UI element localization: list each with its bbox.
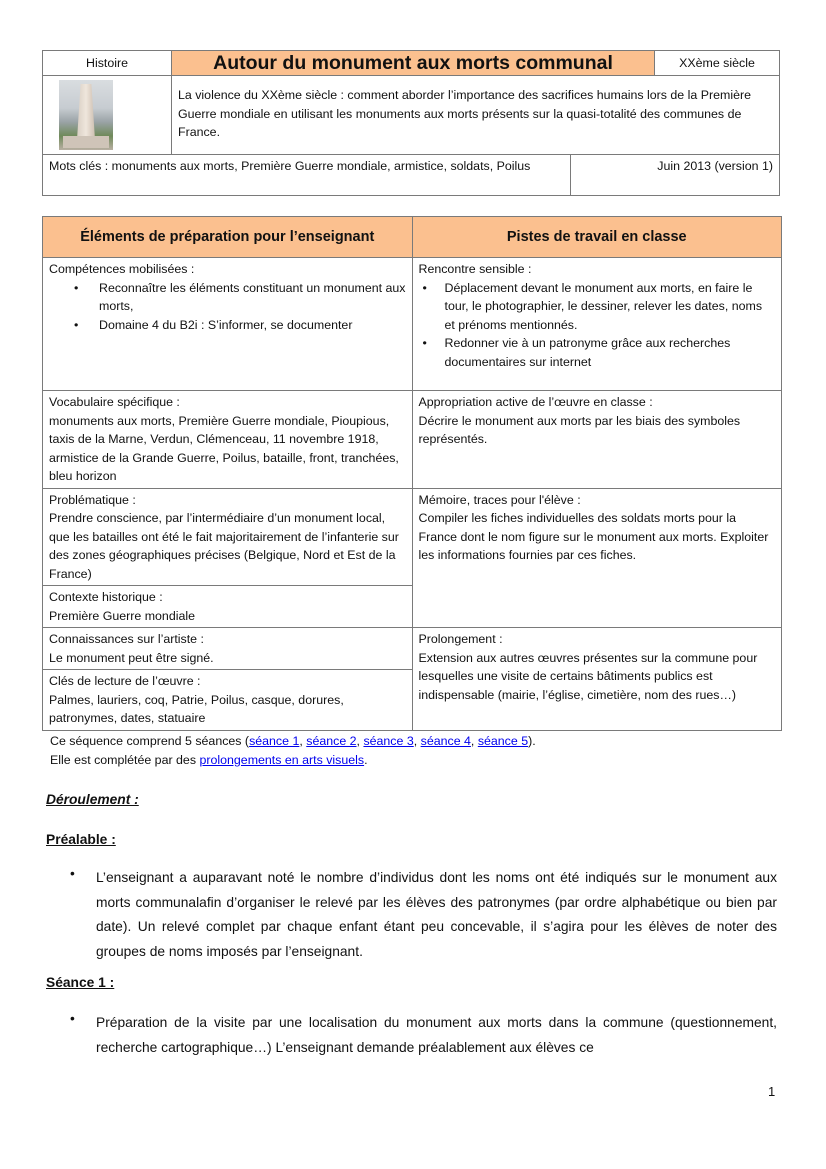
cell-cles: Clés de lecture de l’œuvre : Palmes, lauriers, coq, Patrie, Poilus, casque, dorures, patronymes, dates, statuaire: [43, 670, 413, 731]
link-seance-4[interactable]: séance 4: [420, 734, 471, 748]
preparation-table: [42, 216, 782, 731]
column-header-teacher: Éléments de préparation pour l’enseignant: [43, 217, 413, 258]
heading-seance-1: Séance 1 :: [46, 975, 115, 990]
cell-rencontre: Rencontre sensible : • Déplacement devant le monument aux morts, en faire le tour, le photographier, le dessiner, relever les dates, noms et prénoms mentionnés. • Redonner vie à un patronyme grâce aux recherches documentaires sur internet: [412, 258, 782, 391]
photo-cell: [43, 76, 172, 155]
link-seance-5[interactable]: séance 5: [477, 734, 529, 748]
document-title: Autour du monument aux morts communal: [172, 51, 655, 76]
prealable-text: L’enseignant a auparavant noté le nombre d’individus dont les noms ont été indiqués sur le monument aux morts communalafin d’organiser le relevé par les élèves des patronymes (par ordre alphabétique ou bien par date). Un relevé complet par chaque enfant étant peu concevable, il s’agira pour les élèves de noter des groupes de noms imposés par l’enseignant.: [96, 870, 777, 959]
link-seance-1[interactable]: séance 1: [249, 734, 300, 748]
monument-photo-icon: [59, 80, 113, 150]
cell-problematique: Problématique : Prendre conscience, par l’intermédiaire d’un monument local, que les batailles ont été le fait majoritairement de l’infanterie sur des zones géographiques précises (Belgique, Nord et Est de la France): [43, 488, 413, 586]
cell-vocabulaire: Vocabulaire spécifique : monuments aux morts, Première Guerre mondiale, Pioupious, taxis de la Marne, Verdun, Clémenceau, 11 novembre 1918, armistice de la Grande Guerre, Poilus, bataille, front, tranchées, bleu horizon: [43, 391, 413, 489]
list-item: • Redonner vie à un patronyme grâce aux recherches documentaires sur internet: [445, 334, 776, 371]
heading-prealable: Préalable :: [46, 832, 116, 847]
bullet-icon: •: [70, 1011, 75, 1026]
list-item: • Reconnaître les éléments constituant un monument aux morts,: [99, 279, 406, 316]
list-item: • Déplacement devant le monument aux morts, en faire le tour, le photographier, le dessiner, relever les dates, noms et prénoms mentionnés.: [445, 279, 776, 335]
link-prolongements[interactable]: prolongements en arts visuels: [199, 753, 365, 767]
cell-prolongement: Prolongement : Extension aux autres œuvres présentes sur la commune pour lesquelles une visite de certains bâtiments publics est indispensable (mairie, l’église, cimetière, nom des rues…): [412, 628, 782, 731]
cell-appropriation: Appropriation active de l’œuvre en classe : Décrire le monument aux morts par les biais des symboles représentés.: [412, 391, 782, 489]
link-seance-3[interactable]: séance 3: [363, 734, 414, 748]
cell-contexte: Contexte historique : Première Guerre mondiale: [43, 586, 413, 628]
subject-cell: Histoire: [43, 51, 172, 76]
heading-deroulement: Déroulement :: [46, 792, 139, 807]
page-number: 1: [768, 1084, 776, 1099]
cell-competences: Compétences mobilisées : • Reconnaître les éléments constituant un monument aux morts, • Domaine 4 du B2i : S’informer, se documenter: [43, 258, 413, 391]
sequence-summary: Ce séquence comprend 5 séances (séance 1, séance 2, séance 3, séance 4, séance 5). Elle est complétée par des prolongements en arts visuels.: [50, 734, 536, 767]
version-date: Juin 2013 (version 1): [570, 155, 779, 196]
description: La violence du XXème siècle : comment aborder l’importance des sacrifices humains lors de la Première Guerre mondiale en utilisant les monuments aux morts présents sur la quasi-totalité des communes de France.: [172, 76, 780, 155]
cell-artiste: Connaissances sur l’artiste : Le monument peut être signé.: [43, 628, 413, 670]
seance1-text: Préparation de la visite par une localisation du monument aux morts dans la commune (questionnement, recherche cartographique…) L’enseignant demande préalablement aux élèves ce: [96, 1015, 777, 1055]
cell-memoire: Mémoire, traces pour l'élève : Compiler les fiches individuelles des soldats morts pour la France dont le nom figure sur le monument aux morts. Exploiter les informations fournies par ces fiches.: [412, 488, 782, 628]
keywords: Mots clés : monuments aux morts, Première Guerre mondiale, armistice, soldats, Poilus: [43, 155, 571, 196]
header-table: [42, 50, 780, 196]
link-seance-2[interactable]: séance 2: [306, 734, 357, 748]
column-header-class: Pistes de travail en classe: [412, 217, 782, 258]
list-item: • Domaine 4 du B2i : S’informer, se documenter: [99, 316, 406, 335]
era-cell: XXème siècle: [655, 51, 780, 76]
bullet-icon: •: [70, 866, 75, 881]
